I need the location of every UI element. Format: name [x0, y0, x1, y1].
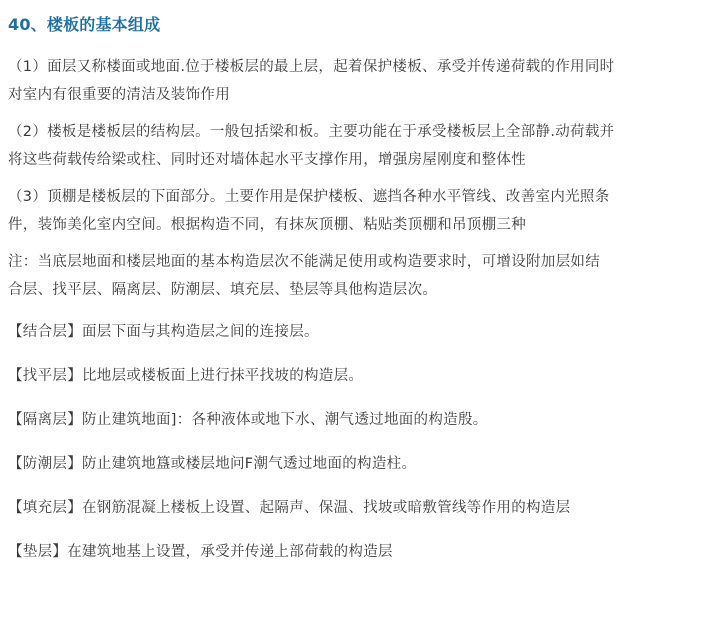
paragraph-line: 将这些荷载传给梁或柱、同时还对墙体起水平支撑作用，增强房屋刚度和整体性 — [8, 152, 526, 168]
paragraph-surface-layer — [8, 53, 696, 109]
paragraph-line: 注：当底层地面和楼层地面的基本构造层次不能满足使用或构造要求时，可增设附加层如结 — [8, 254, 600, 270]
paragraph-note — [8, 248, 696, 304]
term-filler-layer: 【填充层】在钢筋混凝上楼板上设置、起隔声、保温、找坡或暗敷管线等作用的构造层 — [8, 500, 571, 516]
term-cushion-layer: 【垫层】在建筑地基上设置，承受并传递上部荷载的构造层 — [8, 544, 393, 560]
paragraph-line: 对室内有很重要的清洁及装饰作用 — [8, 87, 230, 103]
paragraph-slab — [8, 118, 696, 174]
paragraph-line: 合层、找平层、隔离层、防潮层、填充层、垫层等具他构造层次。 — [8, 282, 438, 298]
term-leveling-layer: 【找平层】比地层或楼板面上进行抹平找坡的构造层。 — [8, 368, 364, 384]
term-bonding-layer: 【结合层】面层下面与其构造层之间的连接层。 — [8, 324, 319, 340]
term-isolation-layer: 【隔离层】防止建筑地面]：各种液体或地下水、潮气透过地面的构造殷。 — [8, 412, 488, 428]
term-damp-proof-layer: 【防潮层】防止建筑地簋或楼层地问F潮气透过地面的构造柱。 — [8, 456, 417, 472]
paragraph-line: （3）顶棚是楼板层的下面部分。土要作用是保护楼板、遮挡各种水平管线、改善室内光照条 — [8, 189, 610, 205]
paragraph-line: （2）楼板是楼板层的结构层。一般包括梁和板。主要功能在于承受楼板层上全部静.动荷载并 — [8, 124, 615, 140]
paragraph-ceiling — [8, 183, 696, 239]
paragraph-line: （1）面层又称楼面或地面.位于楼板层的最上层，起着保护楼板、承受并传递荷载的作用同时 — [8, 59, 615, 75]
paragraph-line: 件，装饰美化室内空间。根据构造不同，有抹灰顶棚、粘贴类顶棚和吊顶棚三种 — [8, 217, 526, 233]
section-title: 40、楼板的基本组成 — [8, 15, 161, 34]
